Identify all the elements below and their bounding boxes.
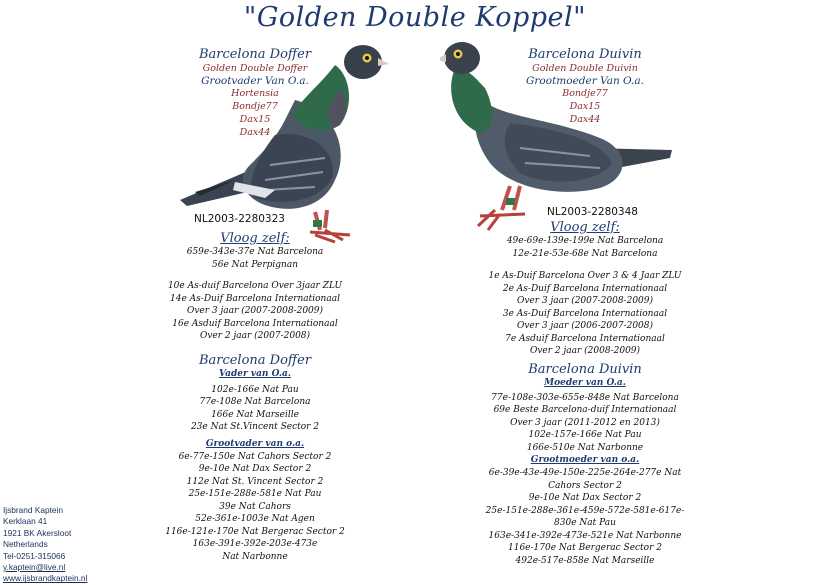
cock-ace: 16e Asduif Barcelona Internationaal xyxy=(172,318,338,329)
hen-name: Barcelona Duivin xyxy=(528,47,642,62)
cock-parent-result: 102e-166e Nat Pau xyxy=(211,384,299,395)
contact-phone: Tel-0251-315066 xyxy=(3,550,66,561)
cock-offspring-1: Hortensia xyxy=(231,88,279,99)
hen-ace: 2e As-Duif Barcelona Internationaal xyxy=(502,283,668,294)
cock-grand-result: Nat Narbonne xyxy=(222,551,288,562)
cock-ace: Over 3 jaar (2007-2008-2009) xyxy=(186,306,324,316)
hen-ace: Over 3 jaar (2006-2007-2008) xyxy=(516,321,654,331)
cock-ace: 10e As-duif Barcelona Over 3jaar ZLU xyxy=(167,281,343,291)
hen-parent-result: 77e-108e-303e-655e-848e Nat Barcelona xyxy=(491,392,679,403)
cock-offspring-3: Dax15 xyxy=(239,114,271,125)
hen-section-title: Barcelona Duivin xyxy=(528,361,642,377)
hen-ace: 1e As-Duif Barcelona Over 3 & 4 Jaar ZLU xyxy=(488,271,682,281)
hen-intro-block xyxy=(505,47,665,126)
contact-block xyxy=(3,505,87,585)
hen-grand-result: 6e-39e-43e-49e-150e-225e-264e-277e Nat xyxy=(488,468,682,478)
cock-grand-result: 112e Nat St. Vincent Sector 2 xyxy=(186,476,324,487)
hen-vloog-heading: Vloog zelf: xyxy=(550,220,620,235)
contact-street: Kerklaan 41 xyxy=(3,516,48,527)
hen-grand-result: 116e-170e Nat Bergerac Sector 2 xyxy=(508,543,662,553)
hen-grand-label: Grootmoeder van o.a. xyxy=(530,455,640,465)
page-title: "Golden Double Koppel" xyxy=(243,2,587,33)
cock-result: 659e-343e-37e Nat Barcelona xyxy=(186,247,324,257)
contact-city: 1921 BK Akersloot xyxy=(3,527,72,538)
hen-ace: Over 2 jaar (2008-2009) xyxy=(529,346,641,356)
cock-grand-result: 9e-10e Nat Dax Sector 2 xyxy=(198,464,312,474)
hen-grand-result: 163e-341e-392e-473e-521e Nat Narbonne xyxy=(488,530,682,541)
cock-parent-result: 166e Nat Marseille xyxy=(211,409,299,420)
cock-ring-number: NL2003-2280323 xyxy=(194,213,285,225)
hen-grand-result: 25e-151e-288e-361e-459e-572e-581e-617e- xyxy=(485,505,685,516)
hen-title-line: Golden Double Duivin xyxy=(532,63,638,74)
cock-grand-result: 6e-77e-150e Nat Cahors Sector 2 xyxy=(178,451,332,462)
hen-offspring-2: Dax15 xyxy=(569,101,601,112)
cock-grand-result: 39e Nat Cahors xyxy=(219,501,291,512)
contact-email-link[interactable]: y.kaptein@live.nl xyxy=(3,562,66,573)
cock-grand-result: 52e-361e-1003e Nat Agen xyxy=(195,514,315,524)
hen-parent-result: Over 3 jaar (2011-2012 en 2013) xyxy=(510,417,660,428)
cock-parent-result: 77e-108e Nat Barcelona xyxy=(199,397,311,407)
hen-parent-label: Moeder van O.a. xyxy=(544,377,626,388)
hen-parent-result: 166e-510e Nat Narbonne xyxy=(526,442,644,453)
hen-results-block xyxy=(470,220,700,567)
hen-parent-result: 102e-157e-166e Nat Pau xyxy=(528,430,642,440)
hen-ring-number: NL2003-2280348 xyxy=(547,206,638,218)
contact-website-link[interactable]: www.ijsbrandkaptein.nl xyxy=(3,573,88,584)
contact-country: Netherlands xyxy=(3,539,48,550)
hen-offspring-3: Dax44 xyxy=(569,114,601,125)
hen-grand-result: Cahors Sector 2 xyxy=(548,480,622,491)
cock-vloog-heading: Vloog zelf: xyxy=(220,231,290,246)
hen-grand-result: 9e-10e Nat Dax Sector 2 xyxy=(528,493,642,503)
hen-offspring-1: Bondje77 xyxy=(562,88,608,99)
cock-parent-result: 23e Nat St.Vincent Sector 2 xyxy=(190,422,320,432)
cock-grand-label: Grootvader van o.a. xyxy=(205,438,305,449)
hen-parent-result: 69e Beste Barcelona-duif Internationaal xyxy=(493,405,677,415)
cock-grand-result: 163e-391e-392e-203e-473e xyxy=(192,539,318,549)
contact-name: Ijsbrand Kaptein xyxy=(3,505,63,515)
cock-result: 56e Nat Perpignan xyxy=(212,259,298,270)
hen-result: 49e-69e-139e-199e Nat Barcelona xyxy=(506,236,664,246)
hen-grand-result: 492e-517e-858e Nat Marseille xyxy=(515,555,655,566)
hen-subtitle: Grootmoeder Van O.a. xyxy=(526,75,644,87)
cock-grand-result: 25e-151e-288e-581e Nat Pau xyxy=(188,489,322,499)
cock-intro-block xyxy=(180,47,330,139)
cock-name: Barcelona Doffer xyxy=(198,47,312,62)
cock-parent-label: Vader van O.a. xyxy=(218,368,292,379)
cock-grand-result: 116e-121e-170e Nat Bergerac Sector 2 xyxy=(165,526,345,537)
hen-ace: Over 3 jaar (2007-2008-2009) xyxy=(516,296,654,306)
cock-title-line: Golden Double Doffer xyxy=(202,63,308,74)
cock-offspring-4: Dax44 xyxy=(239,127,271,138)
cock-section-title: Barcelona Doffer xyxy=(198,352,312,368)
cock-offspring-2: Bondje77 xyxy=(232,101,278,112)
cock-ace: Over 2 jaar (2007-2008) xyxy=(199,331,311,341)
cock-results-block xyxy=(140,231,370,563)
cock-ace: 14e As-Duif Barcelona Internationaal xyxy=(170,293,340,304)
hen-result: 12e-21e-53e-68e Nat Barcelona xyxy=(512,248,658,259)
hen-ace: 3e As-Duif Barcelona Internationaal xyxy=(502,308,668,319)
hen-grand-result: 830e Nat Pau xyxy=(554,518,616,528)
cock-subtitle: Grootvader Van O.a. xyxy=(201,75,309,87)
hen-ace: 7e Asduif Barcelona Internationaal xyxy=(505,333,665,344)
